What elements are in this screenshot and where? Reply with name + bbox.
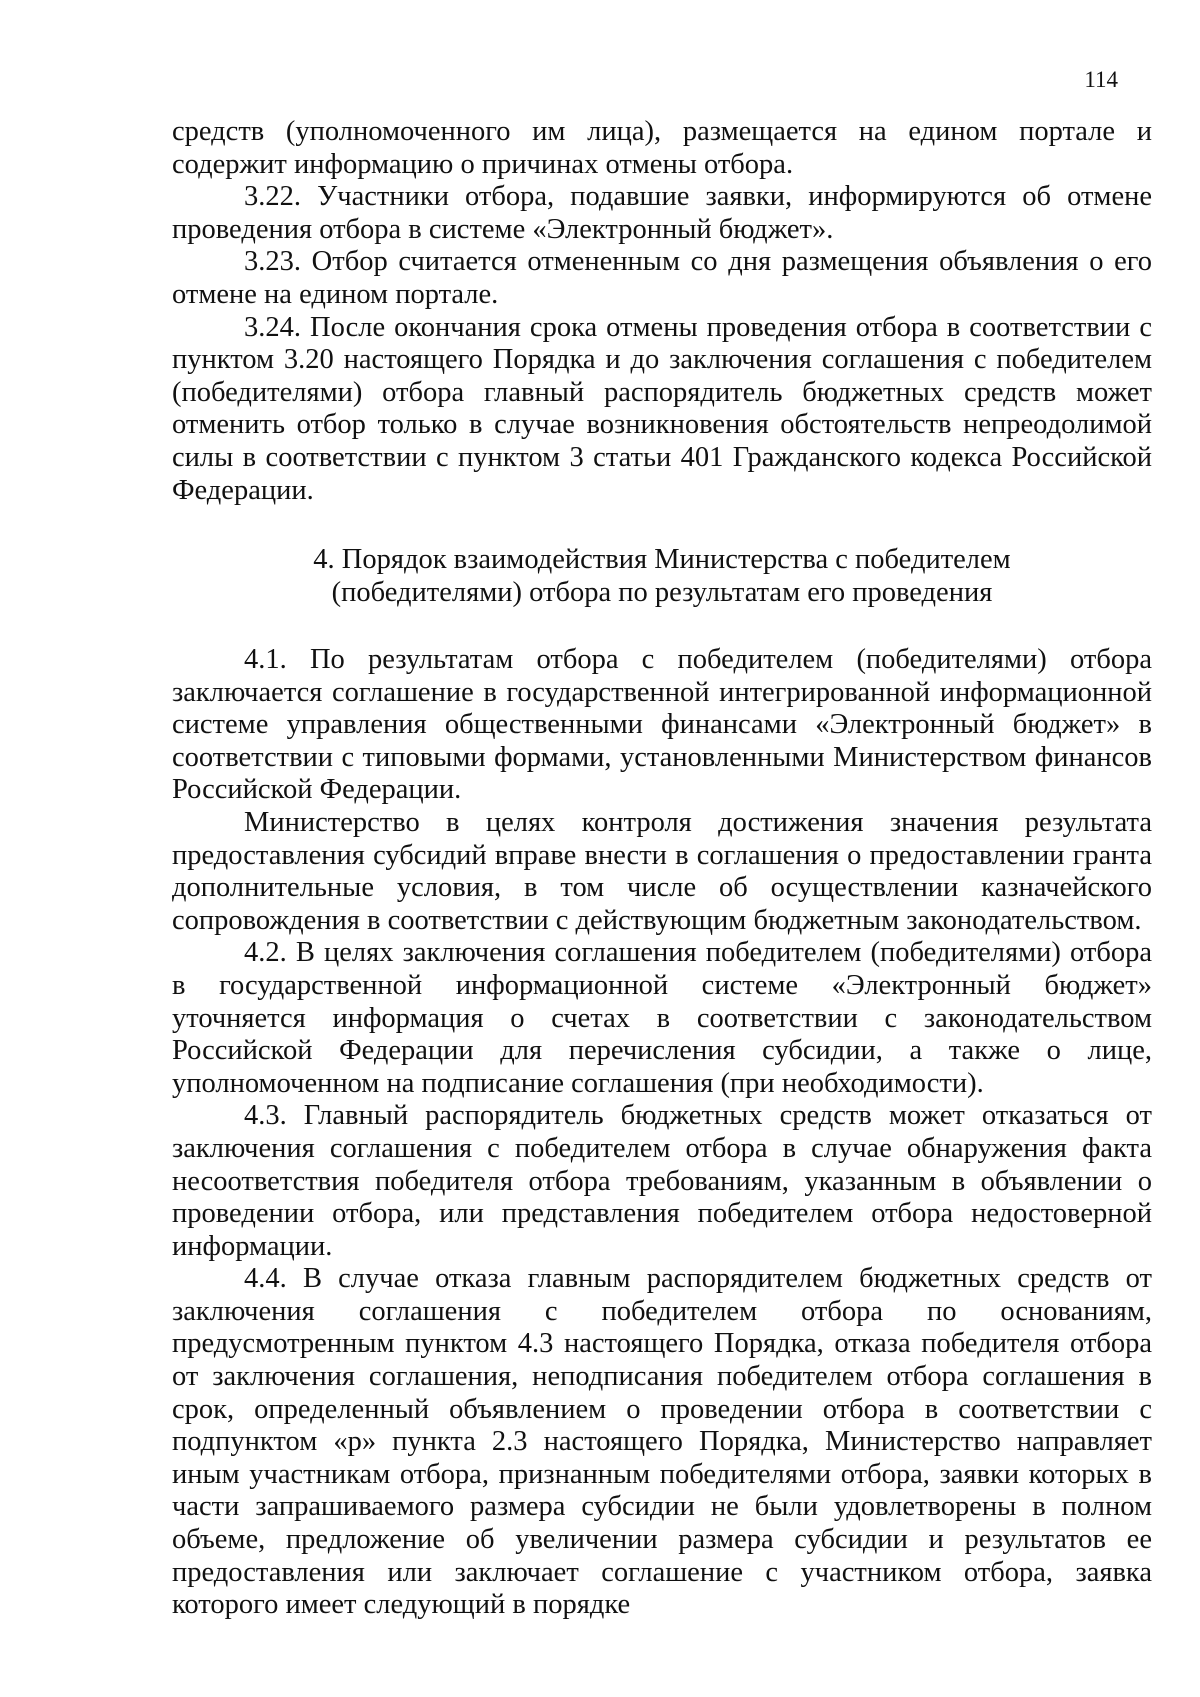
paragraph-3-23: 3.23. Отбор считается отмененным со дня размещения объявления о его отмене на едином портале. xyxy=(172,246,1152,310)
paragraph-continuation: средств (уполномоченного им лица), размещается на едином портале и содержит информацию о причинах отмены отбора. xyxy=(172,116,1152,180)
paragraph-ministry: Министерство в целях контроля достижения значения результата предоставления субсидий вправе внести в соглашения о предоставлении гранта дополнительные условия, в том числе об осуществлении казначейского сопровождения в соответствии с действующим бюджетным законодательством. xyxy=(172,806,1152,936)
paragraph-3-22: 3.22. Участники отбора, подавшие заявки, информируются об отмене проведения отбора в системе «Электронный бюджет». xyxy=(172,181,1152,245)
text-block-top xyxy=(172,116,1152,507)
section-heading-line-1: 4. Порядок взаимодействия Министерства с победителем xyxy=(313,544,1011,575)
section-heading-line-2: (победителями) отбора по результатам его проведения xyxy=(331,576,993,608)
page-number: 114 xyxy=(1084,67,1118,92)
paragraph-4-3: 4.3. Главный распорядитель бюджетных средств может отказаться от заключения соглашения с победителем отбора в случае обнаружения факта несоответствия победителя отбора требованиям, указанным в объявлении о проведении отбора, или представления победителем отбора недостоверной информации. xyxy=(172,1100,1152,1262)
paragraph-4-1: 4.1. По результатам отбора с победителем (победителями) отбора заключается соглашение в государственной интегрированной информационной системе управления общественными финансами «Электронный бюджет» в соответствии с типовыми формами, установленными Министерством финансов Российской Федерации. xyxy=(172,644,1152,806)
paragraph-4-2: 4.2. В целях заключения соглашения победителем (победителями) отбора в государственной информационной системе «Электронный бюджет» уточняется информация о счетах в соответствии с законодательством Российской Федерации для перечисления субсидии, а также о лице, уполномоченном на подписание соглашения (при необходимости). xyxy=(172,937,1152,1099)
paragraph-3-24: 3.24. После окончания срока отмены проведения отбора в соответствии с пунктом 3.20 настоящего Порядка и до заключения соглашения с победителем (победителями) отбора главный распорядитель бюджетных средств может отменить отбор только в случае возникновения обстоятельств непреодолимой силы в соответствии с пунктом 3 статьи 401 Гражданского кодекса Российской Федерации. xyxy=(172,311,1152,506)
section-heading xyxy=(172,544,1152,609)
paragraph-4-4: 4.4. В случае отказа главным распорядителем бюджетных средств от заключения соглашения с победителем отбора по основаниям, предусмотренным пунктом 4.3 настоящего Порядка, отказа победителя отбора от заключения соглашения, неподписания победителем отбора соглашения в срок, определенный объявлением о проведении отбора в соответствии с подпунктом «р» пункта 2.3 настоящего Порядка, Министерство направляет иным участникам отбора, признанным победителями отбора, заявки которых в части запрашиваемого размера субсидии не были удовлетворены в полном объеме, предложение об увеличении размера субсидии и результатов ее предоставления или заключает соглашение с участником отбора, заявка которого имеет следующий в порядке xyxy=(172,1263,1152,1621)
text-block-bottom xyxy=(172,644,1152,1622)
